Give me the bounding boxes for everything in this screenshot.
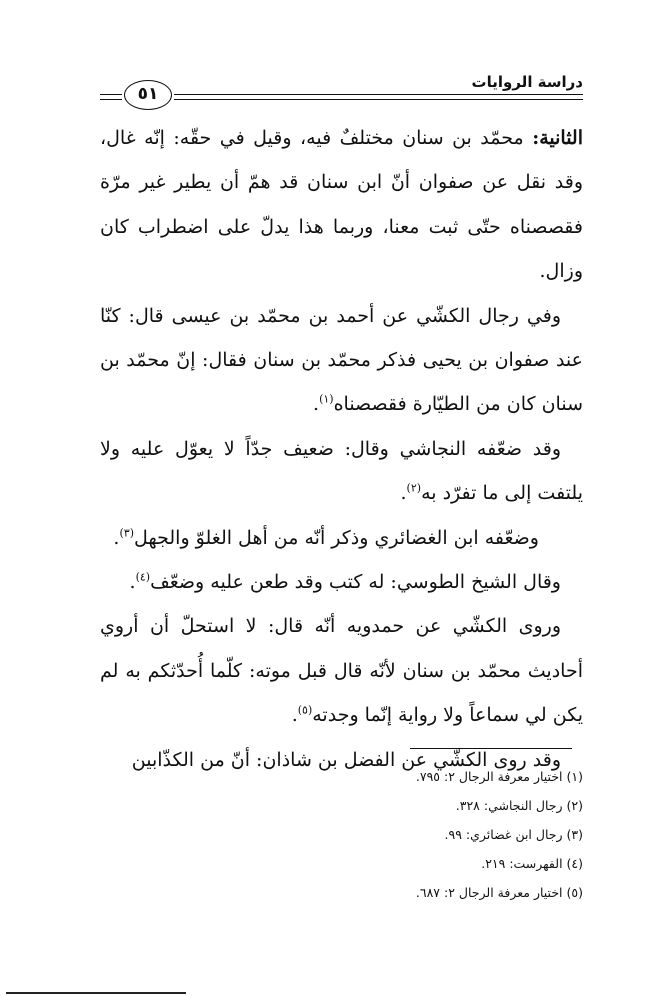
page-number: ٥١ <box>124 80 172 110</box>
paragraph-text: وفي رجال الكشّي عن أحمد بن محمّد بن عيسى قال: كنّا عند صفوان بن يحيى فذكر محمّد بن سنان فقال: إنّ محمّد بن سنان كان من الطيّارة فقصصناه <box>100 304 583 416</box>
footnote-separator <box>410 748 572 749</box>
footnote-item: (٤) الفهرست: ٢١٩. <box>481 856 583 871</box>
paragraph <box>100 427 583 516</box>
bottom-edge-line <box>6 992 186 994</box>
footnote-marker[interactable]: (٥) <box>297 703 313 717</box>
footnote-item: (٥) اختيار معرفة الرجال ٢: ٦٨٧. <box>415 885 583 900</box>
footnotes <box>100 762 583 907</box>
running-title: دراسة الروايات <box>471 73 583 91</box>
paragraph-text: وضعّفه ابن الغضائري وذكر أنّه من أهل الغلوّ والجهل <box>133 526 539 549</box>
paragraph-lead: الثانية: <box>532 127 583 149</box>
footnote-marker[interactable]: (١) <box>319 393 334 407</box>
paragraph-end: . <box>313 393 320 416</box>
header-rule <box>100 99 122 100</box>
paragraph <box>100 116 583 294</box>
footnote-item: (٢) رجال النجاشي: ٣٢٨. <box>455 798 583 813</box>
footnote-marker[interactable]: (٣) <box>119 526 134 540</box>
paragraph-text: وقد ضعّفه النجاشي وقال: ضعيف جدّاً لا يعوّل عليه ولا يلتفت إلى ما تفرّد به <box>100 437 583 505</box>
footnote-marker[interactable]: (٤) <box>135 570 151 584</box>
header-rule <box>174 99 583 100</box>
body-text <box>100 116 583 782</box>
header-rule <box>100 94 122 95</box>
paragraph-end: . <box>291 704 298 727</box>
page-header <box>100 66 583 116</box>
paragraph-text: محمّد بن سنان مختلفٌ فيه، وقيل في حقّه: إنّه غال، وقد نقل عن صفوان أنّ ابن سنان قد همّ أن يطير غير مرّة فقصصناه حتّى ثبت معنا، وربما هذا يدلّ على اضطراب كان وزال. <box>100 127 583 283</box>
paragraph-end: . <box>113 526 120 549</box>
paragraph <box>100 560 583 604</box>
paragraph <box>100 294 583 427</box>
footnote-marker[interactable]: (٢) <box>406 481 422 495</box>
paragraph-text: وقال الشيخ الطوسي: له كتب وقد طعن عليه وضعّف <box>150 571 561 594</box>
footnote-item: (٣) رجال ابن غضائري: ٩٩. <box>444 827 583 842</box>
paragraph-end: . <box>129 571 136 594</box>
paragraph <box>100 516 583 560</box>
paragraph-text: وقد روى الكشّي عن الفضل بن شاذان: أنّ من الكذّابين <box>131 748 561 771</box>
paragraph-end: . <box>400 482 407 505</box>
paragraph <box>100 604 583 737</box>
paragraph-text: وروى الكشّي عن حمدويه أنّه قال: لا استحلّ أن أروي أحاديث محمّد بن سنان لأنّه قال قبل موته: كلّما أُحدّثكم به لم يكن لي سماعاً ولا رواية إنّما وجدته <box>100 615 583 727</box>
header-rule <box>174 94 583 95</box>
footnote-item: (١) اختيار معرفة الرجال ٢: ٧٩٥. <box>415 769 583 784</box>
